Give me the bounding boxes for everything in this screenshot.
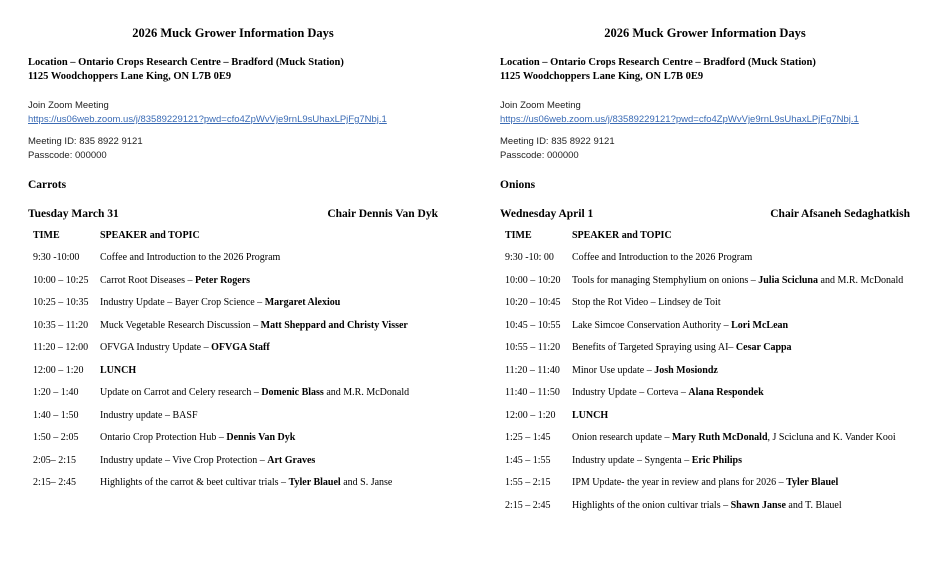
schedule-row (500, 455, 910, 468)
schedule-row (28, 432, 438, 445)
row-topic: Minor Use update – Josh Mosiondz (572, 364, 718, 376)
schedule-row (28, 252, 438, 265)
schedule-row (28, 410, 438, 423)
zoom-meeting-link[interactable]: https://us06web.zoom.us/j/83589229121?pwd=cfo4ZpWvVje9rnL9sUhaxLPjFg7Nbj.1 (28, 114, 387, 125)
row-topic: Ontario Crop Protection Hub – Dennis Van Dyk (100, 432, 296, 444)
zoom-meeting-link[interactable]: https://us06web.zoom.us/j/83589229121?pwd=cfo4ZpWvVje9rnL9sUhaxLPjFg7Nbj.1 (500, 114, 859, 125)
schedule-row (500, 432, 910, 445)
schedule-table (500, 252, 910, 513)
column-header-speaker: SPEAKER and TOPIC (100, 230, 200, 241)
schedule-row (500, 297, 910, 310)
row-time: 2:15– 2:45 (33, 477, 77, 489)
row-time: 10:20 – 10:45 (505, 297, 561, 309)
column-header-time: TIME (505, 230, 532, 241)
row-topic: OFVGA Industry Update – OFVGA Staff (100, 342, 270, 354)
zoom-meeting-block (28, 99, 438, 163)
chair-label: Chair Dennis Van Dyk (327, 208, 438, 220)
schedule-row (500, 387, 910, 400)
location-line-2: 1125 Woodchoppers Lane King, ON L7B 0E9 (500, 71, 704, 82)
row-time: 1:45 – 1:55 (505, 454, 551, 466)
row-topic: Stop the Rot Video – Lindsey de Toit (572, 297, 721, 309)
row-time: 10:00 – 10:20 (505, 274, 561, 286)
schedule-table (28, 252, 438, 490)
row-time: 1:50 – 2:05 (33, 432, 79, 444)
row-time: 10:55 – 11:20 (505, 342, 561, 354)
row-topic: Muck Vegetable Research Discussion – Matt Sheppard and Christy Visser (100, 319, 408, 331)
page-title: 2026 Muck Grower Information Days (132, 26, 334, 40)
crop-section-heading: Carrots (28, 179, 67, 191)
row-time: 11:20 – 12:00 (33, 342, 89, 354)
row-time: 1:25 – 1:45 (505, 432, 551, 444)
zoom-meeting-block (500, 99, 910, 163)
schedule-row (500, 477, 910, 490)
row-topic: Benefits of Targeted Spraying using AI– Cesar Cappa (572, 342, 792, 354)
join-zoom-label: Join Zoom Meeting (500, 100, 581, 111)
meeting-id-text: Meeting ID: 835 8922 9121 (28, 136, 143, 147)
schedule-row (28, 365, 438, 378)
crop-section-heading: Onions (500, 179, 536, 191)
row-time: 10:25 – 10:35 (33, 297, 89, 309)
row-topic: Onion research update – Mary Ruth McDonald, J Scicluna and K. Vander Kooi (572, 432, 896, 444)
column-header-speaker: SPEAKER and TOPIC (572, 230, 672, 241)
meeting-id-text: Meeting ID: 835 8922 9121 (500, 136, 615, 147)
page-onions (472, 0, 944, 570)
schedule-row (500, 342, 910, 355)
row-time: 1:20 – 1:40 (33, 387, 79, 399)
schedule-row (28, 297, 438, 310)
schedule-row (500, 320, 910, 333)
schedule-row (28, 477, 438, 490)
row-topic: LUNCH (572, 409, 609, 421)
schedule-row (500, 252, 910, 265)
schedule-row (500, 365, 910, 378)
row-topic: Highlights of the carrot & beet cultivar trials – Tyler Blauel and S. Janse (100, 477, 393, 489)
row-topic: Update on Carrot and Celery research – Domenic Blass and M.R. McDonald (100, 387, 410, 399)
chair-label: Chair Afsaneh Sedaghatkish (770, 208, 910, 220)
location-line-1: Location – Ontario Crops Research Centre – Bradford (Muck Station) (28, 57, 344, 68)
schedule-row (28, 342, 438, 355)
passcode-text: Passcode: 000000 (500, 150, 579, 161)
row-topic: Industry update – BASF (100, 409, 198, 421)
row-topic: Industry Update – Bayer Crop Science – Margaret Alexiou (100, 297, 341, 309)
schedule-row (500, 500, 910, 513)
location-line-2: 1125 Woodchoppers Lane King, ON L7B 0E9 (28, 71, 232, 82)
row-time: 10:35 – 11:20 (33, 319, 89, 331)
passcode-text: Passcode: 000000 (28, 150, 107, 161)
row-topic: Coffee and Introduction to the 2026 Program (100, 252, 281, 264)
row-topic: Lake Simcoe Conservation Authority – Lori McLean (572, 319, 789, 331)
schedule-row (500, 275, 910, 288)
join-zoom-label: Join Zoom Meeting (28, 100, 109, 111)
location-line-1: Location – Ontario Crops Research Centre – Bradford (Muck Station) (500, 57, 816, 68)
row-time: 2:05– 2:15 (33, 454, 77, 466)
row-topic: Highlights of the onion cultivar trials – Shawn Janse and T. Blauel (572, 499, 842, 511)
row-time: 1:55 – 2:15 (505, 477, 551, 489)
row-topic: Carrot Root Diseases – Peter Rogers (100, 274, 251, 286)
schedule-row (500, 410, 910, 423)
row-time: 2:15 – 2:45 (505, 499, 551, 511)
row-time: 12:00 – 1:20 (505, 409, 556, 421)
schedule-row (28, 455, 438, 468)
row-topic: Industry update – Vive Crop Protection – Art Graves (100, 454, 316, 466)
row-time: 1:40 – 1:50 (33, 409, 79, 421)
row-topic: IPM Update- the year in review and plans for 2026 – Tyler Blauel (572, 477, 839, 489)
row-topic: Industry Update – Corteva – Alana Respondek (572, 387, 764, 399)
row-topic: LUNCH (100, 364, 137, 376)
schedule-row (28, 320, 438, 333)
row-topic: Industry update – Syngenta – Eric Philips (572, 454, 742, 466)
day-heading: Wednesday April 1 (500, 208, 594, 220)
row-time: 10:45 – 10:55 (505, 319, 561, 331)
row-time: 9:30 -10:00 (33, 252, 80, 264)
row-time: 11:40 – 11:50 (505, 387, 560, 399)
column-header-time: TIME (33, 230, 60, 241)
row-time: 11:20 – 11:40 (505, 364, 560, 376)
row-time: 10:00 – 10:25 (33, 274, 89, 286)
row-time: 9:30 -10: 00 (505, 252, 554, 264)
row-time: 12:00 – 1:20 (33, 364, 84, 376)
day-heading: Tuesday March 31 (28, 208, 119, 220)
row-topic: Coffee and Introduction to the 2026 Program (572, 252, 753, 264)
schedule-row (28, 387, 438, 400)
page-title: 2026 Muck Grower Information Days (604, 26, 806, 40)
schedule-row (28, 275, 438, 288)
row-topic: Tools for managing Stemphylium on onions – Julia Scicluna and M.R. McDonald (572, 274, 904, 286)
